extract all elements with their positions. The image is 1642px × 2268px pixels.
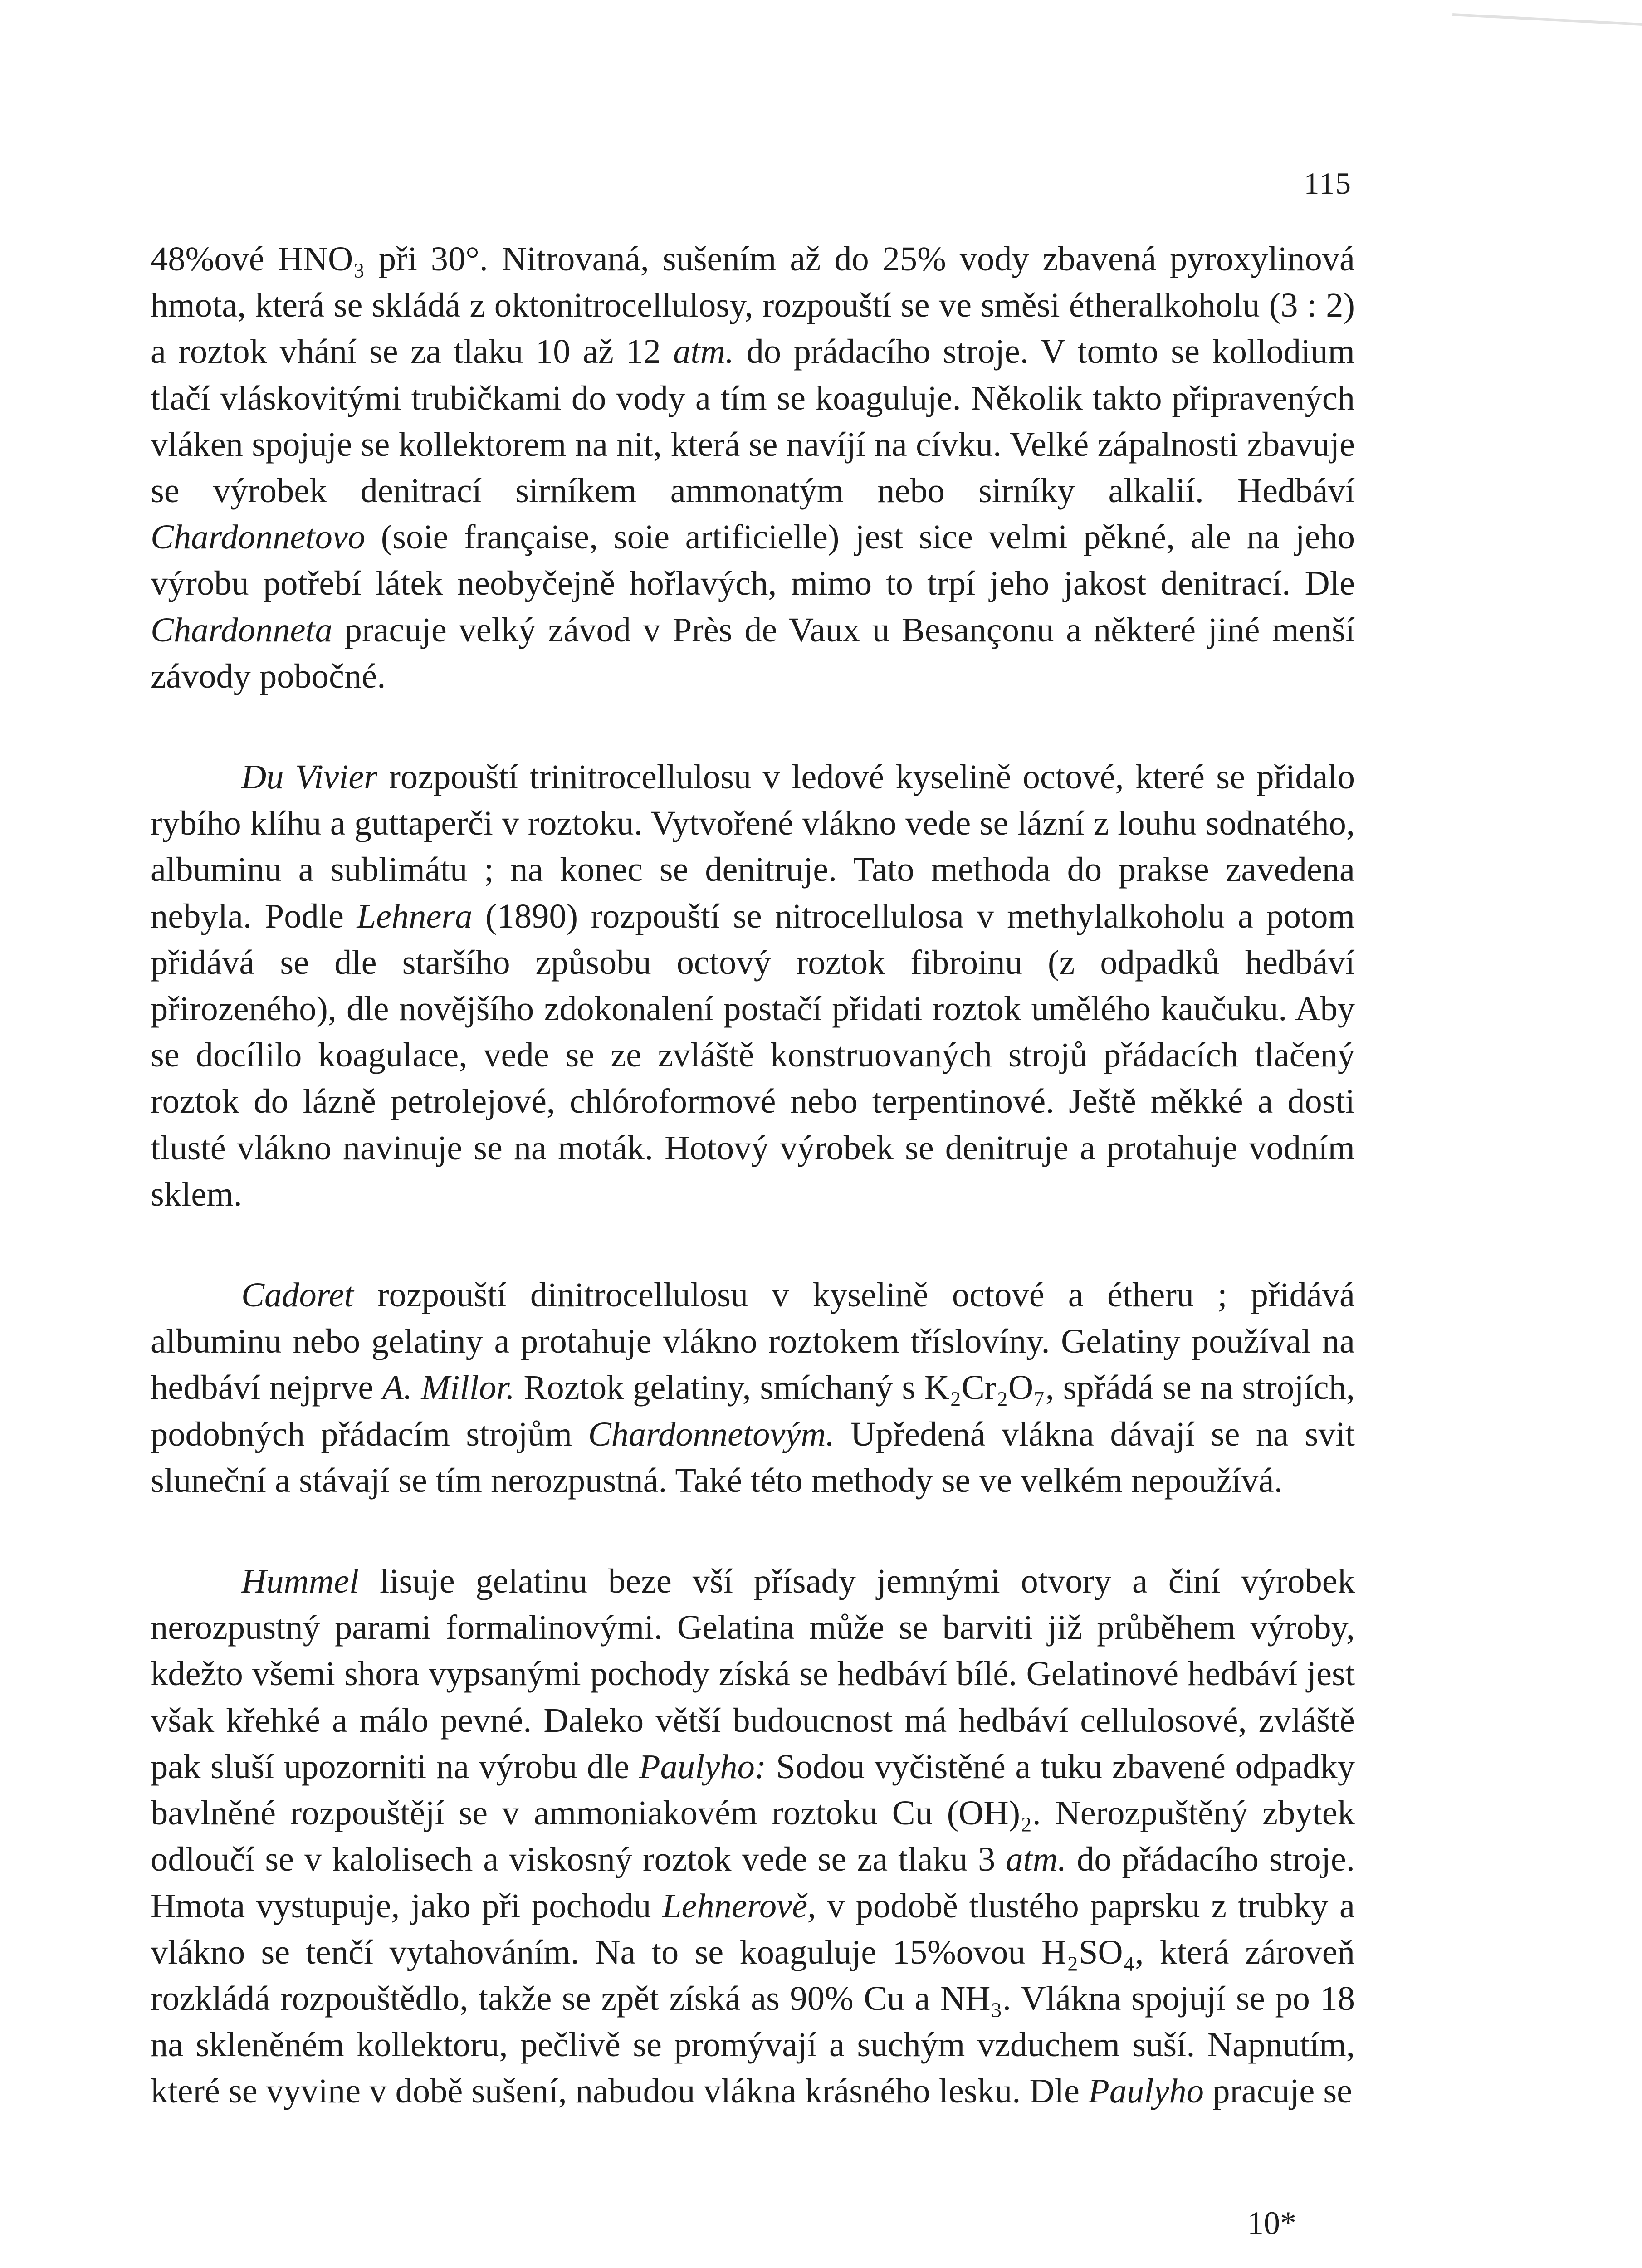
text-run: do prádacího stroje. V tomto se kollodium tlačí vláskovitými trubičkami do vody a tím se koaguluje. Několik takto připravených vláken spojuje se kollektorem na nit, která se navíjí na cívku. Velké zápalnosti zbavuje se výrobek denitrací sirníkem ammonatým nebo sirníky alkalií. Hedbáví [151,332,1355,510]
text-run: rozpouští trinitrocellulosu v ledové kyselině octové, které se přidalo rybího klíhu a guttaperči v roztoku. Vytvořené vlákno vede se lázní z louhu sodnatého, albuminu a sublimátu ; na konec se denitruje. Tato methoda do prakse zavedena nebyla. Podle [151,758,1355,935]
text-run: rozpouští dinitrocellulosu v kyselině octové a étheru ; přidává albuminu nebo gelatiny a protahuje vlákno roztokem tříslovíny. Gelatiny používal na hedbáví nejprve [151,1276,1355,1407]
text-run: v podobě tlustého paprsku z trubky a vlákno se tenčí vytahováním. Na to se koaguluje 15%ovou H₂SO₄, která zároveň rozkládá rozpouštědlo, takže se zpět získá as 90% Cu a NH₃. Vlákna spojují se po 18 na skleněném kollektoru, pečlivě se promývají a suchým vzduchem suší. Napnutím, které se vyvine v době sušení, nabudou vlákna krásného lesku. Dle [151,1886,1355,2111]
italic-name: Chardonneta [151,610,332,649]
text-run: (soie française, soie artificielle) jest sice velmi pěkné, ale na jeho výrobu potřebí látek neobyčejně hořlavých, mimo to trpí jeho jakost denitrací. Dle [151,518,1355,603]
text-run: Sodou vyčistěné a tuku zbavené odpadky bavlněné rozpouštějí se v ammoniakovém roztoku Cu (OH)₂. Nerozpuštěný zbytek odloučí se v kalolisech a viskosný roztok vede se za tlaku 3 [151,1747,1355,1879]
signature-mark: 10* [1247,2205,1296,2241]
text-run: 48%ové HNO₃ při 30°. Nitrovaná, sušením až do 25% vody zbavená pyroxylinová hmota, která se skládá z oktonitrocellulosy, rozpouští se ve směsi étheralkoholu (3 : 2) a roztok vhání se za tlaku 10 až 12 [151,240,1355,371]
italic-name: A. Millor. [382,1368,515,1407]
italic-name: Du Vivier [241,758,378,797]
italic-name: atm. [1006,1840,1067,1879]
italic-name: Hummel [241,1562,359,1601]
paragraph-1 [151,236,1355,699]
paragraph-4 [151,1558,1355,2114]
page-number: 115 [1304,166,1352,200]
italic-name: Chardonnetovo [151,518,366,557]
italic-name: Lehnera [357,896,473,935]
text-run: (1890) rozpouští se nitrocellulosa v methylalkoholu a potom přidává se dle staršího způsobu octový roztok fibroinu (z odpadků hedbáví přirozeného), dle novějšího zdokonalení postačí přidati roztok umělého kaučuku. Aby se docílilo koagulace, vede se ze zvláště konstruovaných strojů přádacích tlačený roztok do lázně petrolejové, chlóroformové nebo terpentinové. Ještě měkké a dosti tlusté vlákno navinuje se na moták. Hotový výrobek se denitruje a protahuje vodním sklem. [151,896,1355,1213]
text-run: pracuje se [1204,2072,1353,2111]
text-run: Roztok gelatiny, smíchaný s K₂Cr₂O₇, spřádá se na strojích, podobných přádacím strojům [151,1368,1355,1453]
body-text [151,236,1355,2115]
italic-name: Paulyho: [639,1747,767,1786]
italic-name: atm. [673,332,734,371]
italic-name: Paulyho [1088,2072,1204,2111]
italic-name: Cadoret [241,1276,354,1315]
italic-name: Chardonnetovým. [588,1414,835,1453]
text-run: do přádacího stroje. Hmota vystupuje, jako při pochodu [151,1840,1355,1925]
text-run: lisuje gelatinu beze vší přísady jemnými otvory a činí výrobek nerozpustný parami formalinovými. Gelatina může se barviti již průběhem výroby, kdežto všemi shora vypsanými pochody získá se hedbáví bílé. Gelatinové hedbáví jest však křehké a málo pevné. Daleko větší budoucnost má hedbáví cellulosové, zvláště pak sluší upozorniti na výrobu dle [151,1562,1355,1786]
paragraph-3 [151,1272,1355,1504]
italic-name: Lehnerově, [662,1886,816,1925]
page-edge-shadow [1451,13,1642,58]
text-run: pracuje velký závod v Près de Vaux u Besançonu a některé jiné menší závody pobočné. [151,610,1355,695]
paragraph-2 [151,754,1355,1217]
text-run: Upředená vlákna dávají se na svit sluneční a stávají se tím nerozpustná. Také této methody se ve velkém nepoužívá. [151,1414,1355,1500]
